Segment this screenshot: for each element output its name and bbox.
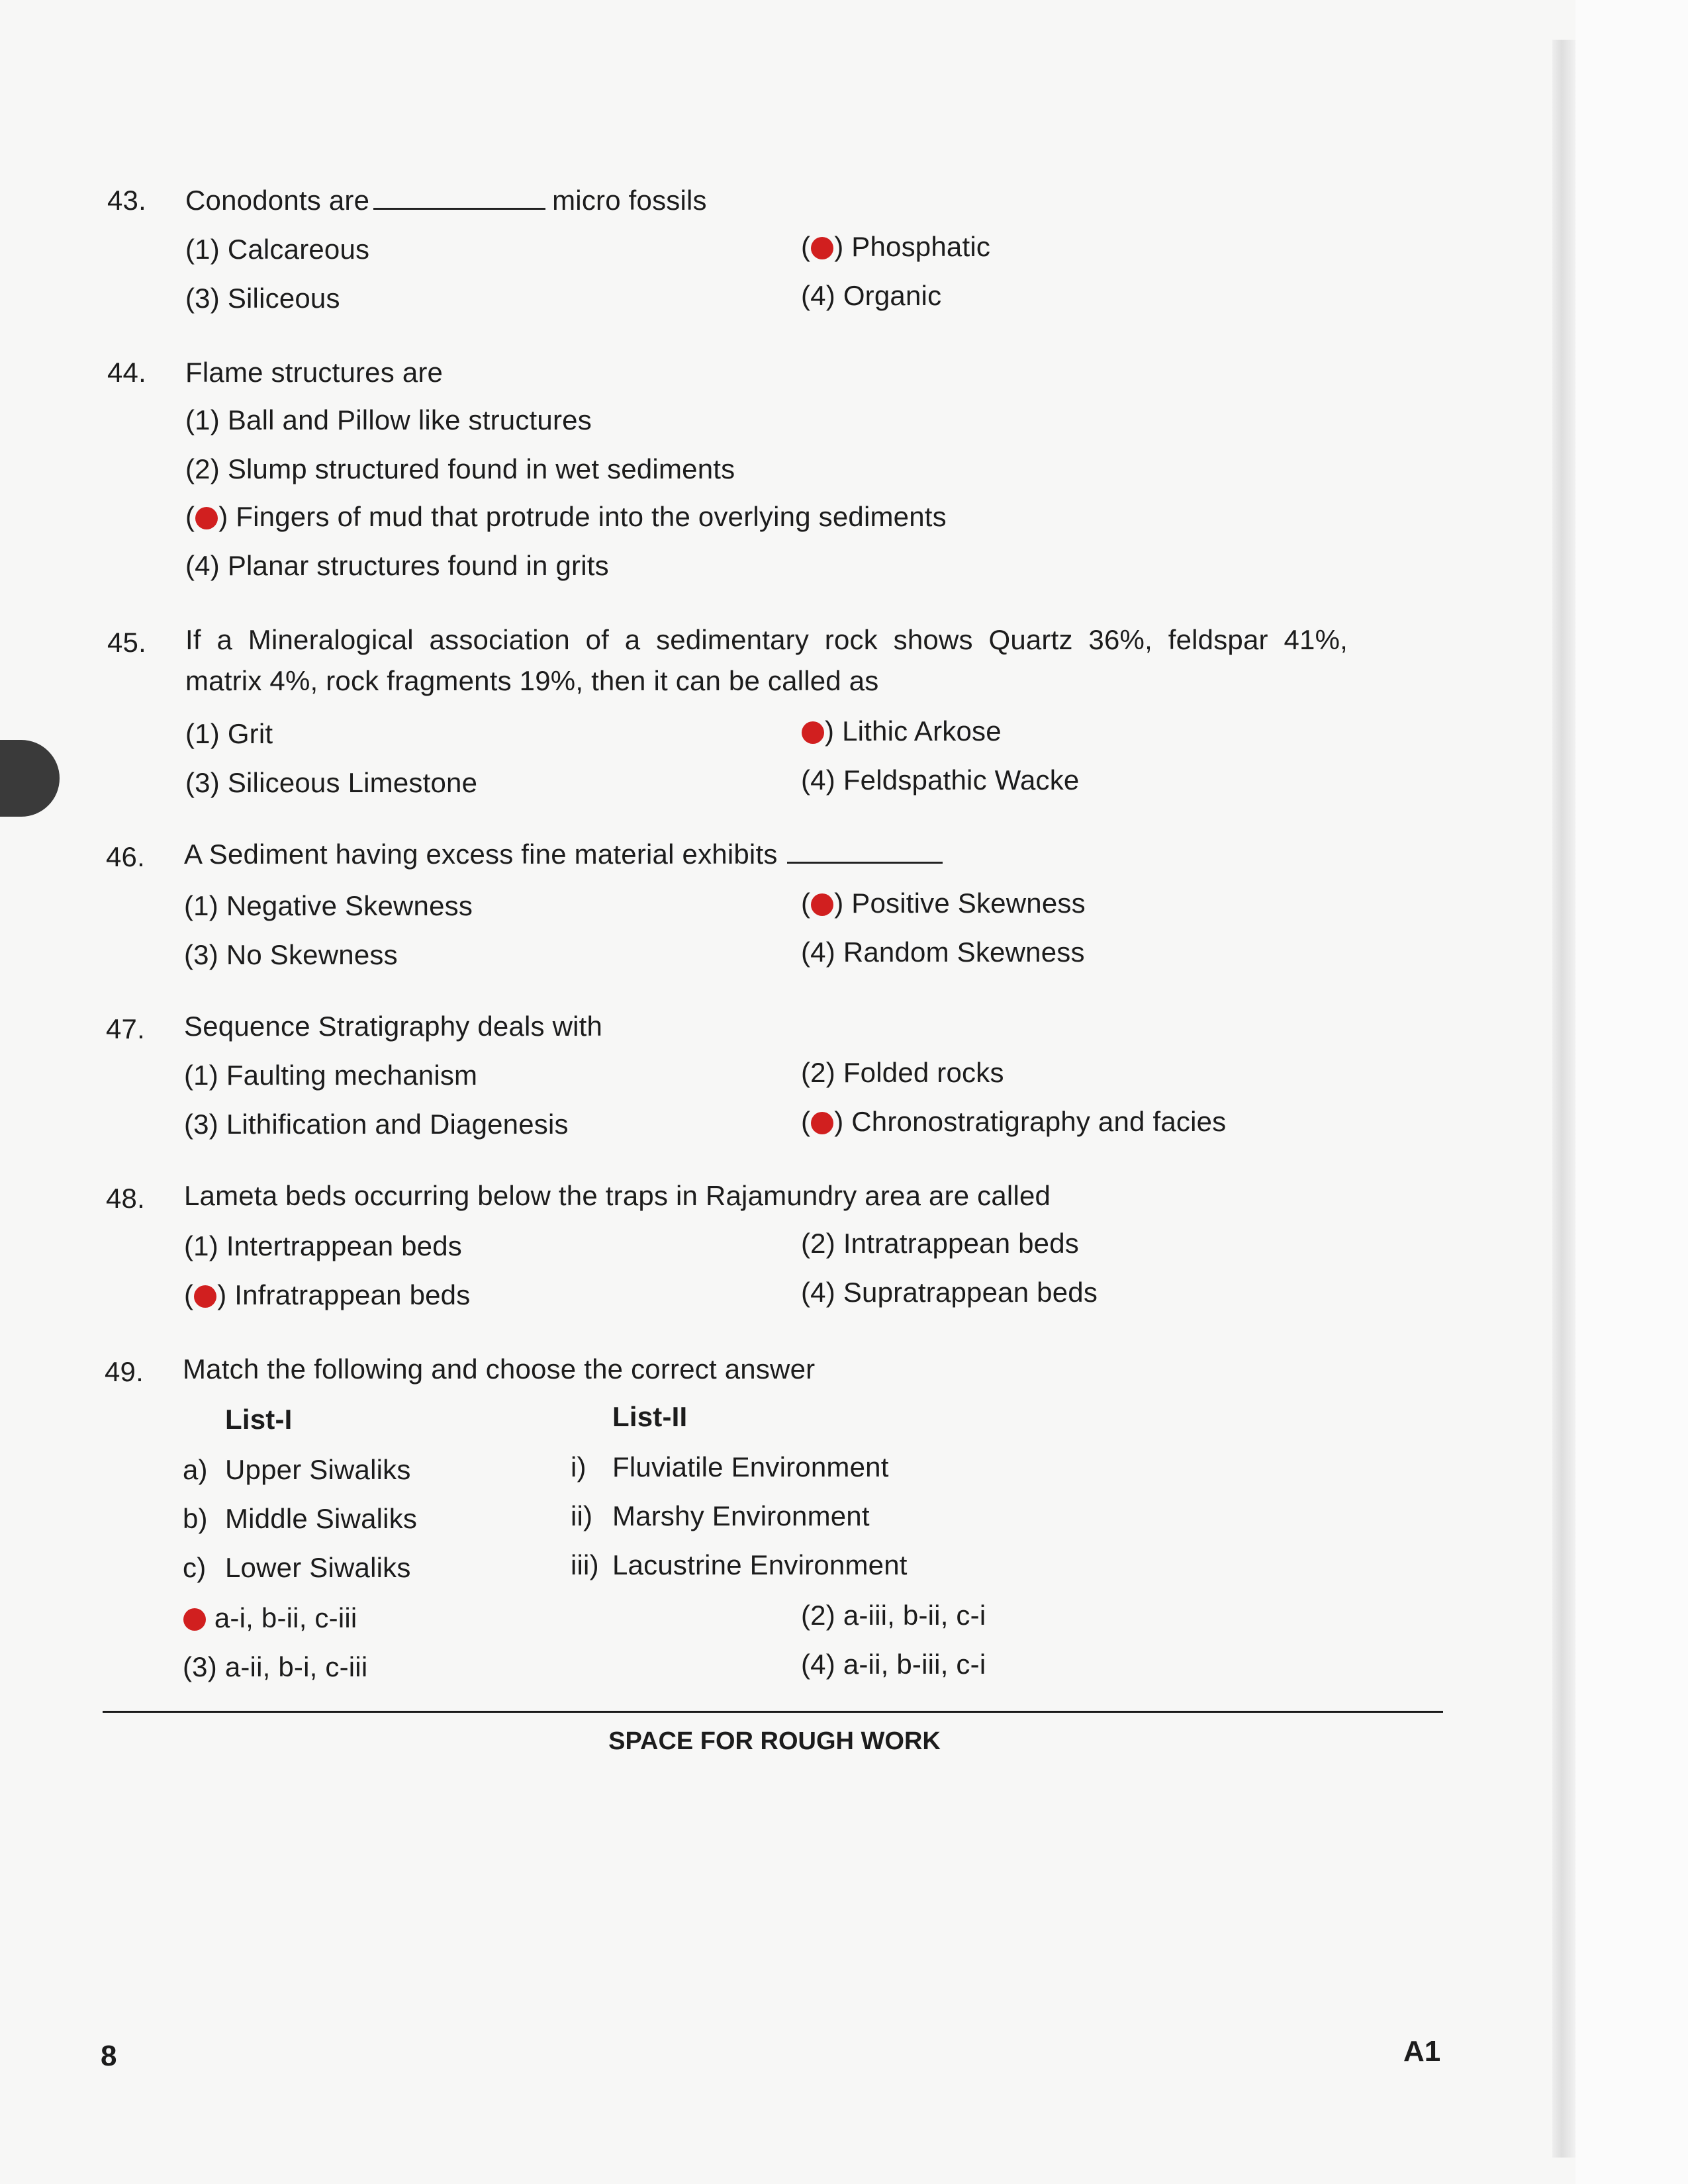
question-text: Match the following and choose the correct answer: [183, 1353, 816, 1385]
question-text-line-2: matrix 4%, rock fragments 19%, then it can be called as: [185, 665, 879, 696]
question-text: A Sediment having excess fine material exhibits: [184, 838, 949, 871]
list-1-key: c): [183, 1552, 207, 1583]
list-1-key: b): [183, 1503, 208, 1534]
option-3[interactable]: (3) Siliceous Limestone: [185, 767, 478, 798]
answer-mark: [811, 1112, 833, 1134]
answer-blank: [787, 842, 943, 864]
option-1[interactable]: a-i, b-ii, c-iii: [183, 1602, 357, 1635]
question-number: 49.: [105, 1356, 144, 1387]
rough-work-label: SPACE FOR ROUGH WORK: [608, 1727, 941, 1755]
booklet-code: A1: [1403, 2035, 1441, 2068]
list-2-item: Marshy Environment: [612, 1500, 870, 1531]
answer-mark: [183, 1608, 206, 1631]
question-text: Flame structures are: [185, 357, 444, 388]
option-2[interactable]: ) Lithic Arkose: [801, 715, 1002, 748]
question-number: 47.: [106, 1013, 145, 1044]
option-4[interactable]: ( ) Chronostratigraphy and facies: [801, 1106, 1227, 1137]
answer-mark: [811, 237, 833, 259]
option-4[interactable]: (4) Planar structures found in grits: [185, 550, 609, 581]
side-tab-marker: [0, 740, 60, 817]
question-number: 46.: [106, 841, 145, 872]
page-number: 8: [101, 2040, 117, 2072]
option-4[interactable]: (4) Feldspathic Wacke: [801, 764, 1080, 796]
option-4[interactable]: (4) a-ii, b-iii, c-i: [801, 1649, 986, 1680]
list-2-key: iii): [571, 1549, 599, 1580]
option-2[interactable]: ( ) Phosphatic: [801, 231, 991, 262]
option-1[interactable]: (1) Negative Skewness: [184, 890, 473, 921]
list-2-key: ii): [571, 1500, 593, 1531]
page-edge-shadow: [1552, 40, 1575, 2158]
option-1[interactable]: (1) Ball and Pillow like structures: [185, 404, 592, 435]
option-3[interactable]: (3) Lithification and Diagenesis: [184, 1109, 569, 1140]
list-1-item: Lower Siwaliks: [225, 1552, 411, 1583]
page-margin: [1575, 0, 1688, 2184]
option-1[interactable]: (1) Grit: [185, 718, 273, 749]
answer-mark: [811, 893, 833, 916]
answer-mark: [195, 507, 218, 529]
list-2-header: List-II: [612, 1401, 688, 1432]
option-4[interactable]: (4) Supratrappean beds: [801, 1277, 1098, 1308]
option-3[interactable]: (3) No Skewness: [184, 939, 398, 970]
option-4[interactable]: (4) Random Skewness: [801, 936, 1085, 968]
option-3[interactable]: ( ) Fingers of mud that protrude into the overlying sediments: [185, 501, 947, 532]
option-3[interactable]: (3) Siliceous: [185, 283, 340, 314]
question-number: 44.: [107, 357, 146, 388]
answer-blank: [373, 188, 545, 210]
list-1-key: a): [183, 1454, 208, 1485]
question-text: Sequence Stratigraphy deals with: [184, 1011, 603, 1042]
question-text: Lameta beds occurring below the traps in Rajamundry area are called: [184, 1180, 1051, 1211]
option-1[interactable]: (1) Faulting mechanism: [184, 1060, 478, 1091]
list-2-key: i): [571, 1451, 586, 1482]
option-2[interactable]: (2) Intratrappean beds: [801, 1228, 1080, 1259]
option-1[interactable]: (1) Calcareous: [185, 234, 370, 265]
option-2[interactable]: (2) a-iii, b-ii, c-i: [801, 1600, 986, 1631]
list-1-header: List-I: [225, 1404, 293, 1435]
list-2-item: Fluviatile Environment: [612, 1451, 889, 1482]
list-1-item: Upper Siwaliks: [225, 1454, 411, 1485]
option-2[interactable]: ( ) Positive Skewness: [801, 887, 1086, 919]
list-2-item: Lacustrine Environment: [612, 1549, 908, 1580]
option-3[interactable]: ( ) Infratrappean beds: [184, 1279, 471, 1310]
option-4[interactable]: (4) Organic: [801, 280, 942, 311]
option-2[interactable]: (2) Slump structured found in wet sediments: [185, 453, 735, 484]
list-1-item: Middle Siwaliks: [225, 1503, 418, 1534]
option-1[interactable]: (1) Intertrappean beds: [184, 1230, 463, 1261]
question-number: 43.: [107, 185, 146, 216]
question-number: 48.: [106, 1183, 145, 1214]
option-3[interactable]: (3) a-ii, b-i, c-iii: [183, 1651, 368, 1682]
question-number: 45.: [107, 627, 146, 658]
option-2[interactable]: (2) Folded rocks: [801, 1057, 1004, 1088]
question-text-line-1: If a Mineralogical association of a sedimentary rock shows Quartz 36%, feldspar 41%,: [185, 624, 1348, 655]
divider-line: [103, 1711, 1443, 1713]
question-text: Conodonts are micro fossils: [185, 185, 707, 216]
answer-mark: [802, 721, 824, 744]
answer-mark: [194, 1285, 216, 1308]
